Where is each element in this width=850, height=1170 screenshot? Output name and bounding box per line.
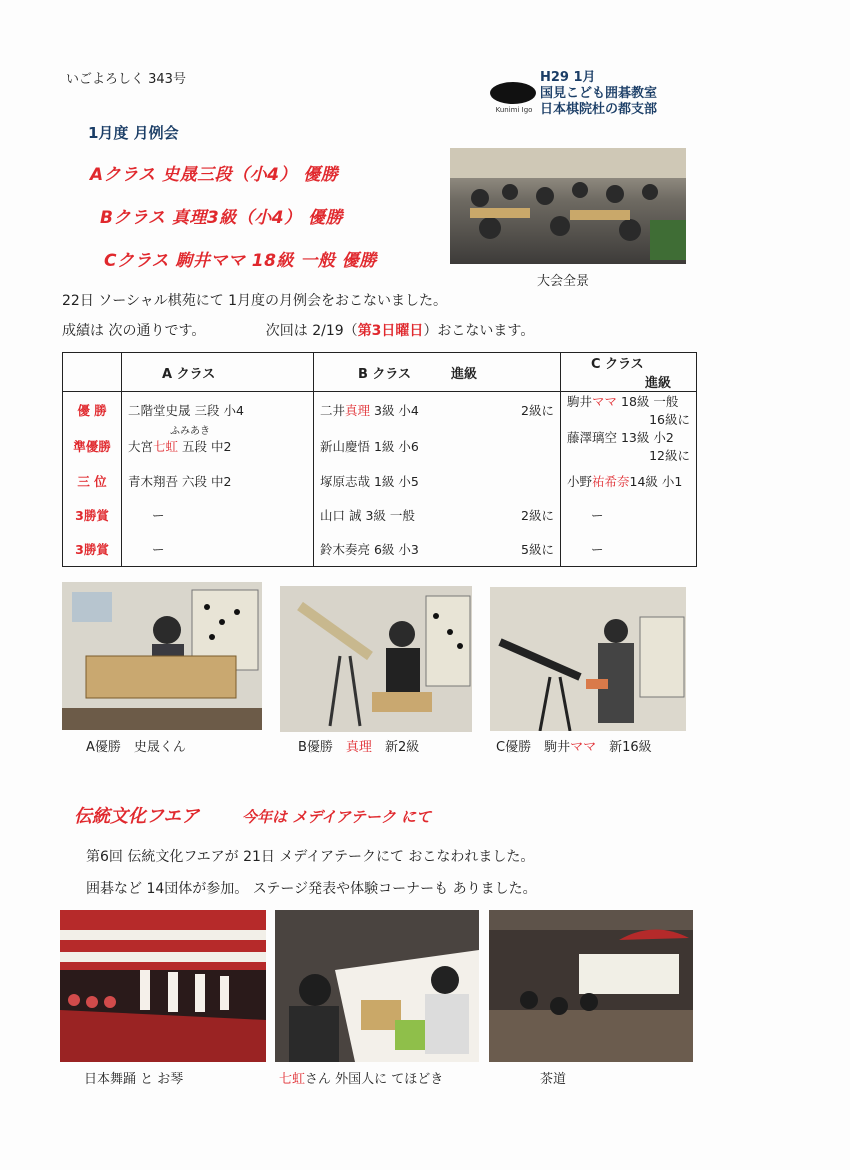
photo-a-winner [62, 582, 262, 730]
table-row: 3勝賞 ー 山口 誠 3級 一般 2級に ー [63, 498, 697, 532]
photo-dance-koto [60, 910, 266, 1062]
intro-text: 22日 ソーシャル棋苑にて 1月度の月例会をおこないました。 [62, 293, 448, 309]
table-row: 三 位 青木翔吾 六段 中2 塚原志哉 1級 小5 小野祐希奈14級 小1 [63, 464, 697, 498]
photo-b-caption: B優勝 真理 新2級 [298, 740, 420, 755]
photo-dance-caption: 日本舞踊 と お琴 [84, 1072, 184, 1087]
header-school: 国見こども囲碁教室 [540, 86, 658, 101]
table-row: 優 勝 二階堂史晟 三段 小4 二井真理 3級 小4 2級に 駒井ママ 18級 一般 16級に [63, 392, 697, 429]
photo-teaching [275, 910, 479, 1062]
newsletter-header [540, 70, 657, 118]
fair-line-1: 第6回 伝統文化フエアが 21日 メデイアテークにて おこなわれました。 [86, 849, 535, 865]
winner-b: Bクラス 真理3級（小4） 優勝 [100, 208, 343, 228]
meeting-title: 1月度 月例会 [88, 124, 179, 142]
tournament-photo-caption: 大会全景 [537, 274, 590, 289]
results-table: A クラス B クラス 進級 C クラス進級 優 勝 二階堂史晟 三段 小4 二井真理 3級 小4 2級に 駒井ママ 18級 一般 16級に 準優勝 ふみあき 大宮七虹 五段 中2 新山慶悟 1級 小6 藤澤璃空 13級 小2 12級に 三 位 青木翔吾 六段 中2 塚原志哉 1級 小5 小野祐希奈14級 小1 3勝賞 ー 山口 誠 3級 一般 2級に ー 3勝賞 ー 鈴木奏亮 6級 小3 5級に ー [62, 352, 697, 567]
winner-c: Cクラス 駒井ママ 18級 一般 優勝 [104, 251, 377, 271]
kunimi-igo-logo: Kunimi Igo [488, 82, 540, 118]
photo-c-winner [490, 587, 686, 731]
photo-tea-caption: 茶道 [540, 1072, 567, 1087]
tournament-photo [450, 148, 686, 264]
photo-c-caption: C優勝 駒井ママ 新16級 [496, 740, 652, 755]
table-row: 3勝賞 ー 鈴木奏亮 6級 小3 5級に ー [63, 532, 697, 567]
photo-b-winner [280, 586, 472, 732]
winner-a: Aクラス 史晟三段（小4） 優勝 [90, 165, 339, 185]
header-branch: 日本棋院杜の都支部 [540, 102, 658, 117]
results-text: 成績は 次の通りです。 次回は 2/19（第3日曜日）おこないます。 [62, 323, 535, 339]
fair-title: 伝統文化フエア [74, 806, 200, 827]
fair-subtitle: 今年は メデイアテーク にて [242, 808, 431, 826]
photo-tea-ceremony [489, 910, 693, 1062]
header-date: H29 1月 [540, 70, 596, 85]
issue-number: いごよろしく 343号 [66, 72, 186, 87]
table-row: 準優勝 ふみあき 大宮七虹 五段 中2 新山慶悟 1級 小6 藤澤璃空 13級 小2 12級に [63, 428, 697, 464]
photo-a-caption: A優勝 史晟くん [86, 740, 186, 755]
fair-line-2: 囲碁など 14団体が参加。 ステージ発表や体験コーナーも ありました。 [86, 881, 537, 897]
photo-teaching-caption: 七虹さん 外国人に てほどき [279, 1072, 444, 1087]
